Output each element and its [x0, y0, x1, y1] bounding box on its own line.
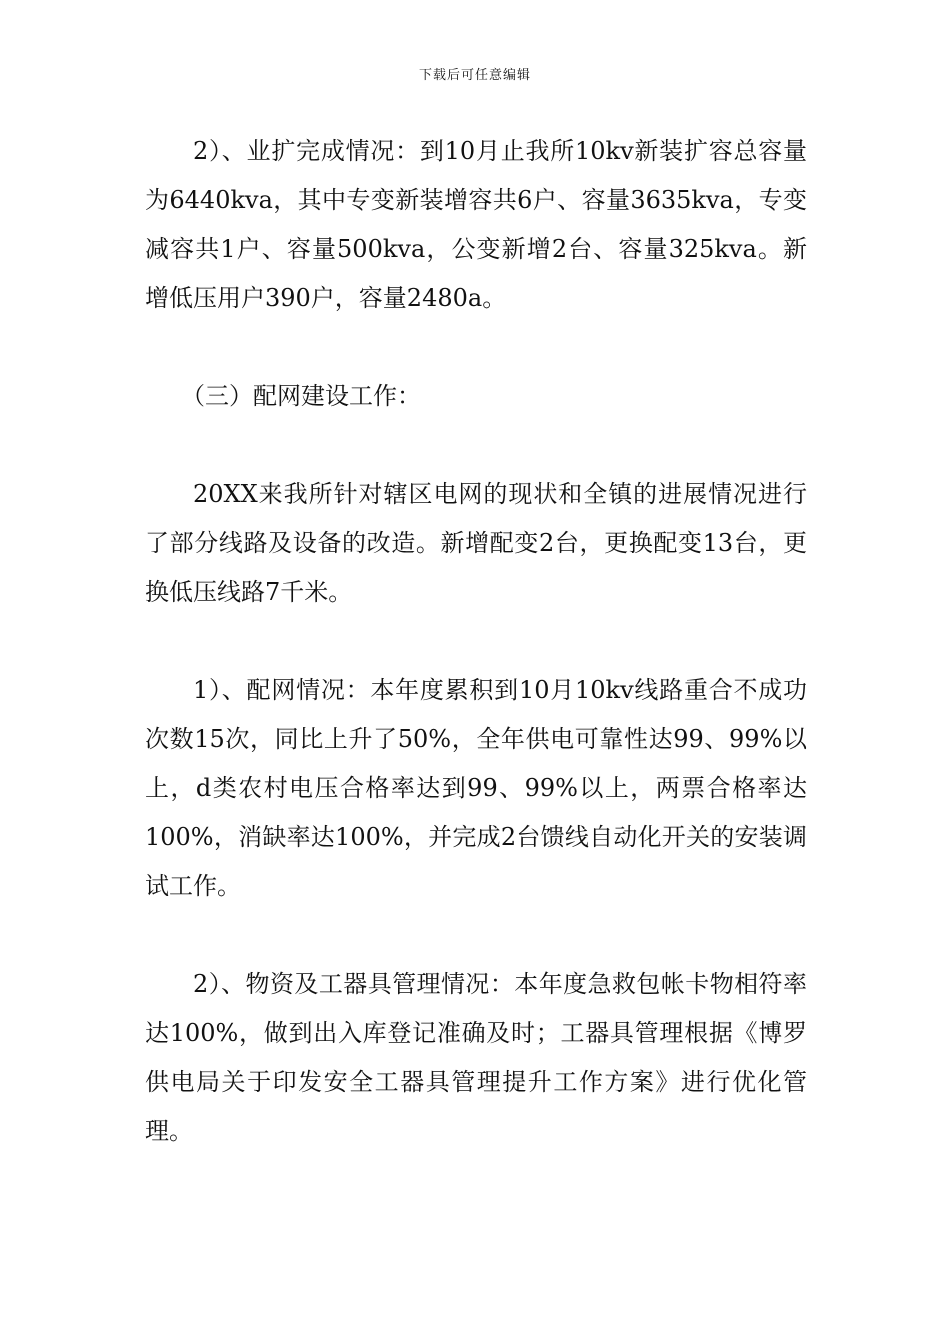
- paragraph-business-expansion: 2）、业扩完成情况：到10月止我所10kv新装扩容总容量为6440kva，其中专变新装增容共6户、容量3635kva，专变减容共1户、容量500kva，公变新增2台、容量325kva。新增低压用户390户，容量2480a。: [145, 137, 807, 312]
- paragraph-network-renovation: 20XX来我所针对辖区电网的现状和全镇的进展情况进行了部分线路及设备的改造。新增配变2台，更换配变13台，更换低压线路7千米。: [145, 480, 807, 606]
- paragraph-network-status: 1）、配网情况：本年度累积到10月10kv线路重合不成功次数15次，同比上升了50%，全年供电可靠性达99、99%以上，d类农村电压合格率达到99、99%以上，两票合格率达100%，消缺率达100%，并完成2台馈线自动化开关的安装调试工作。: [145, 676, 807, 900]
- document-body: [145, 127, 807, 1205]
- paragraph-materials-tools: 2）、物资及工器具管理情况：本年度急救包帐卡物相符率达100%，做到出入库登记准确及时；工器具管理根据《博罗供电局关于印发安全工器具管理提升工作方案》进行优化管理。: [145, 970, 807, 1145]
- section-heading-distribution-network: （三）配网建设工作：: [181, 382, 421, 410]
- page-header: 下载后可任意编辑: [418, 68, 531, 83]
